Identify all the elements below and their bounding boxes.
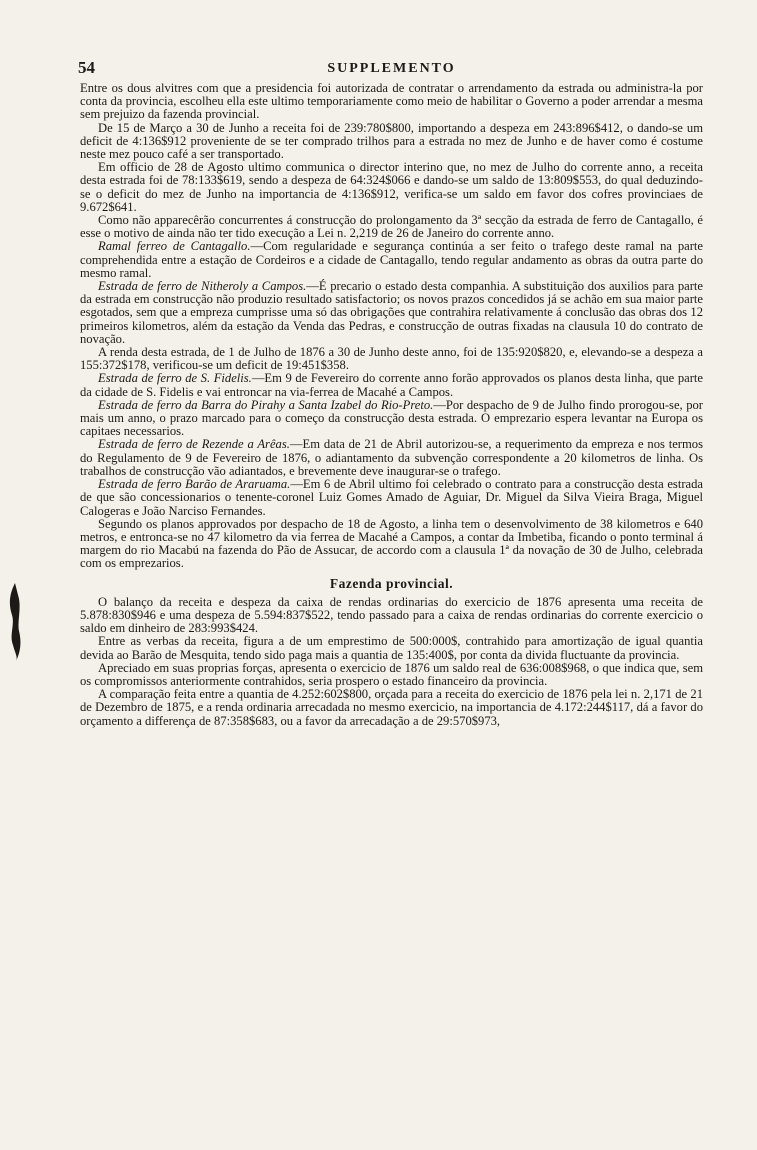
- paragraph-text: Apreciado em suas proprias forças, apresenta o exercicio de 1876 um saldo real de 636:008$968, o que indica que, sem os compromissos anteriormente contrahidos, seria prospero o estado financeiro da provincia.: [80, 660, 703, 688]
- paragraph-text: —Em data de 21 de Abril autorizou-se, a requerimento da empreza e nos termos do Regulamento de 9 de Fevereiro de 1876, o adiantamento da subvenção correspondente a 20 kilometros de linha. Os trabalhos de construcção vão adiantados, e brevemente deve inaugurar-se o trafego.: [80, 437, 703, 478]
- section-paragraph-list: [80, 596, 703, 728]
- paragraph-text: A comparação feita entre a quantia de 4.252:602$800, orçada para a receita do exercicio de 1876 pela lei n. 2,171 de 21 de Dezembro de 1875, e a renda ordinaria arrecadada no mesmo exercicio, na importancia de 4.172:244$117, dá a favor do orçamento a differença de 87:358$683, ou a favor da arrecadação a de 29:570$973,: [80, 687, 703, 728]
- paragraph: [80, 280, 703, 346]
- paragraph-text: —É precario o estado desta companhia. A substituição dos auxilios para parte da estrada em construcção não produzio resultado satisfactorio; os novos prazos concedidos já se achão em sua maior parte esgotados, sem que a empreza cumprisse uma só das obrigações que contrahira relativamente á conclusão das obras dos 12 primeiros kilometros, além da estação da Venda das Pedras, e construcção de outras fixadas na clausula 10 do contrato de novação.: [80, 279, 703, 346]
- paragraph-list: [80, 82, 703, 571]
- paragraph-text: De 15 de Março a 30 de Junho a receita foi de 239:780$800, importando a despeza em 243:896$412, o dando-se um deficit de 4:136$912 proveniente de se ter comprado trilhos para a estrada no mez de Junho e de haver como é costume neste mez pouco café a ser transportado.: [80, 120, 703, 162]
- paragraph: [80, 372, 703, 398]
- paragraph: [80, 122, 703, 162]
- section-heading: Fazenda provincial.: [329, 575, 454, 591]
- paragraph-text: Entre os dous alvitres com que a presidencia foi autorizada de contratar o arrendamento da estrada ou administra-la por conta da provincia, escolheu ella este ultimo temporariamente como meio de habilitar o Governo a poder arrendar a mesma sem prejuizo da fazenda provincial.: [80, 81, 703, 122]
- running-title: SUPPLEMENTO: [327, 61, 456, 76]
- paragraph-text: Entre as verbas da receita, figura a de um emprestimo de 500:000$, contrahido para amortização de igual quantia devida ao Barão de Mesquita, tendo sido paga mais a quantia de 135:400$, por conta da divida fluctuante da provincia.: [80, 634, 703, 662]
- paragraph-label: Estrada de ferro de Nitheroly a Campos.: [98, 279, 307, 294]
- paragraph-text: Como não apparecêrão concurrentes á construcção do prolongamento da 3ª secção da estrada de ferro de Cantagallo, é esse o motivo de ainda não ter tido execução a Lei n. 2,219 de 26 de Janeiro do corrente anno.: [80, 213, 703, 241]
- paragraph-label: Estrada de ferro de Rezende a Arêas.: [98, 437, 290, 452]
- paragraph: [80, 478, 703, 518]
- paragraph-text: —Em 6 de Abril ultimo foi celebrado o contrato para a construcção desta estrada de que são concessionarios o tenente-coronel Luiz Gomes Amado de Aguiar, Dr. Miguel da Silva Vieira Braga, Miguel Calogeras e João Narciso Fernandes.: [80, 477, 703, 518]
- paragraph-text: A renda desta estrada, de 1 de Julho de 1876 a 30 de Junho deste anno, foi de 135:920$820, e, elevando-se a despeza a 155:372$178, verificou-se um deficit de 19:451$358.: [80, 345, 703, 373]
- paragraph-label: Estrada de ferro Barão de Araruama.: [98, 477, 291, 492]
- paragraph: [80, 635, 703, 661]
- paragraph: [80, 518, 703, 571]
- paragraph-text: —Por despacho de 9 de Julho findo prorogou-se, por mais um anno, o prazo marcado para o começo da construcção desta estrada. O emprezario espera levantar na Europa os capitaes necessarios.: [80, 397, 703, 439]
- paragraph: [80, 438, 703, 478]
- body-text: [80, 82, 703, 728]
- page-number: 54: [78, 58, 95, 77]
- paragraph-text: —Com regularidade e segurança continúa a ser feito o trafego deste ramal na parte comprehendida entre a estação de Cordeiros e a cidade de Cantagallo, tendo regular andamento as obras da outra parte do mesmo ramal.: [80, 239, 704, 280]
- paragraph: [80, 688, 703, 728]
- paragraph-text: O balanço da receita e despeza da caixa de rendas ordinarias do exercicio de 1876 apresenta uma receita de 5.878:830$946 e uma despeza de 5.594:837$522, tendo passado para a caixa de rendas ordinarias do corrente exercicio o saldo em dinheiro de 283:993$424.: [80, 594, 703, 636]
- paragraph: [80, 161, 703, 214]
- paragraph: [80, 214, 703, 240]
- paragraph: [80, 399, 703, 439]
- paragraph: [80, 240, 703, 280]
- paragraph: [80, 662, 703, 688]
- paragraph-text: Segundo os planos approvados por despacho de 18 de Agosto, a linha tem o desenvolvimento de 38 kilometros e 640 metros, e entronca-se no 47 kilometro da via ferrea de Macahé a Campos, a contar da Imbetiba, ficando o ponto terminal á margem do rio Macabú na fazenda do Pão de Assucar, de accordo com a clausula 1ª da novação de 30 de Julho, celebrada com os emprezarios.: [80, 516, 703, 571]
- page-header: [80, 58, 703, 82]
- paragraph-label: Estrada de ferro da Barra do Pirahy a Santa Izabel do Rio-Preto.: [98, 397, 434, 412]
- paragraph: [80, 82, 703, 122]
- paragraph-label: Ramal ferreo de Cantagallo.: [98, 239, 251, 254]
- paragraph: [80, 346, 703, 372]
- margin-ink-blot: [6, 583, 24, 661]
- paragraph: [80, 596, 703, 636]
- paragraph-label: Estrada de ferro de S. Fidelis.: [98, 371, 252, 386]
- paragraph-text: Em officio de 28 de Agosto ultimo communica o director interino que, no mez de Julho do corrente anno, a receita desta estrada foi de 78:133$619, sendo a despeza de 64:324$066 e dando-se um saldo de 13:809$553, do qual deduzindo-se o deficit do mez de Junho na importancia de 4:136$912, verifica-se um saldo em favor dos cofres provinciaes de 9.672$641.: [80, 160, 703, 214]
- paragraph-text: —Em 9 de Fevereiro do corrente anno forão approvados os planos desta linha, que parte da cidade de S. Fidelis e vai entroncar na via-ferrea de Macahé a Campos.: [80, 371, 703, 399]
